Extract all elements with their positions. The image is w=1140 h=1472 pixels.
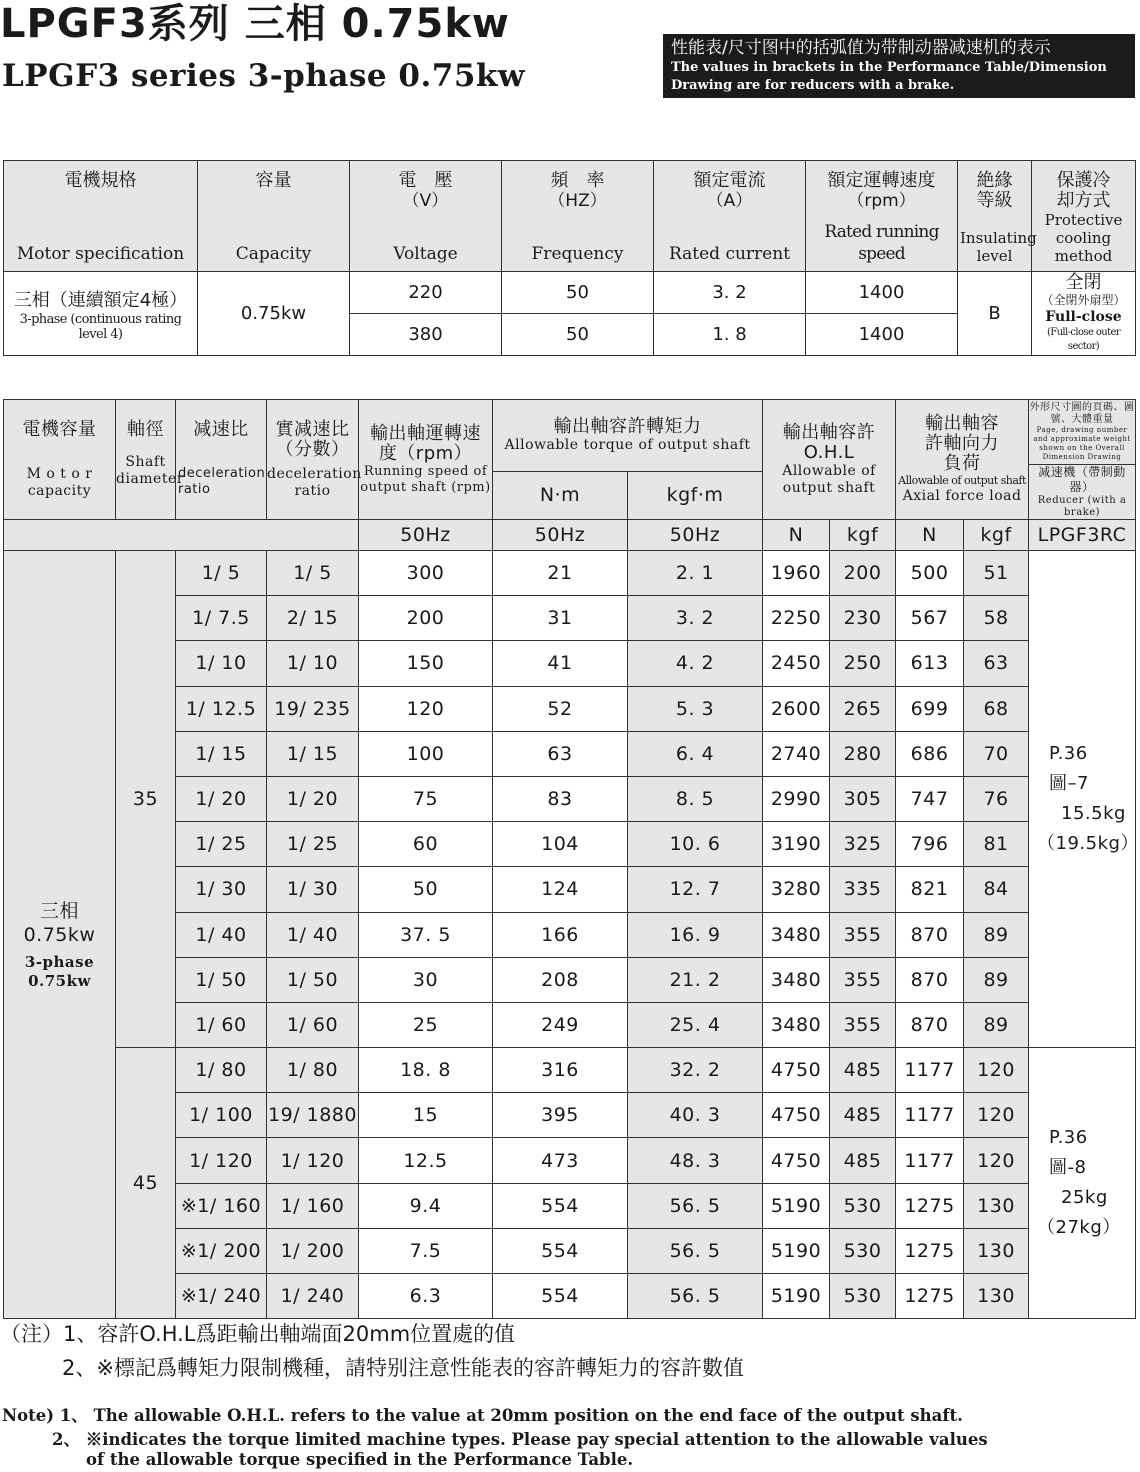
speed-cell: 9.4 <box>359 1183 493 1228</box>
torque-kgfm-cell: 10. 6 <box>628 822 763 867</box>
ohl-n-cell: 2990 <box>763 776 830 821</box>
voltage-header: 電 壓 （V） Voltage <box>350 161 502 272</box>
ohl-n-cell: 2250 <box>763 596 830 641</box>
current-header: 額定電流 （A） Rated current <box>654 161 806 272</box>
axial-kgf-cell: 51 <box>964 551 1029 596</box>
torque-kgfm-cell: 6. 4 <box>628 731 763 776</box>
spec-header-row <box>4 161 1136 272</box>
ratio-cell: 1/ 120 <box>176 1138 267 1183</box>
hz-label: 50Hz <box>493 520 628 551</box>
bracket-note-box <box>663 34 1135 98</box>
axial-kgf-cell: 89 <box>964 912 1029 957</box>
speed-header: 額定運轉速度 （rpm） Rated running speed <box>806 161 958 272</box>
torque-nm-cell: 124 <box>493 867 628 912</box>
model-label: LPGF3RC <box>1029 520 1136 551</box>
real-ratio-cell: 1/ 30 <box>267 867 359 912</box>
motor-spec-table <box>3 160 1136 356</box>
output-speed-header: 輸出軸運轉速度（rpm） Running speed of output shaft (rpm) <box>359 400 493 520</box>
ohl-n-cell: 4750 <box>763 1093 830 1138</box>
real-ratio-cell: 1/ 120 <box>267 1138 359 1183</box>
axial-n-cell: 686 <box>896 731 964 776</box>
torque-nm-cell: 63 <box>493 731 628 776</box>
axial-n-cell: 1177 <box>896 1138 964 1183</box>
performance-table <box>3 399 1139 1319</box>
torque-kgfm-cell: 56. 5 <box>628 1274 763 1319</box>
axial-n-cell: 870 <box>896 957 964 1002</box>
shaft-diameter-cell: 45 <box>116 1048 176 1319</box>
axial-kgf-cell: 68 <box>964 686 1029 731</box>
ohl-n-cell: 3280 <box>763 867 830 912</box>
axial-n-cell: 1275 <box>896 1183 964 1228</box>
torque-kgfm-cell: 8. 5 <box>628 776 763 821</box>
speed-cell: 6.3 <box>359 1274 493 1319</box>
ohl-kgf-cell: 265 <box>830 686 896 731</box>
unit-kgf-label: kgf <box>830 520 896 551</box>
axial-kgf-cell: 76 <box>964 776 1029 821</box>
axial-kgf-cell: 130 <box>964 1183 1029 1228</box>
torque-kgfm-cell: 2. 1 <box>628 551 763 596</box>
frequency-cell: 50 <box>502 272 654 314</box>
ohl-n-cell: 5190 <box>763 1183 830 1228</box>
axial-kgf-cell: 63 <box>964 641 1029 686</box>
torque-kgfm-cell: 16. 9 <box>628 912 763 957</box>
ratio-header: 减速比 deceleration ratio <box>176 400 267 520</box>
note-en-2: 2、 ※indicates the torque limited machine types. Please pay special attention to the allowable values <box>52 1430 988 1449</box>
note-en-1: Note) 1、 The allowable O.H.L. refers to the value at 20mm position on the end face of the output shaft. <box>2 1406 963 1425</box>
speed-cell: 37. 5 <box>359 912 493 957</box>
ohl-n-cell: 5190 <box>763 1274 830 1319</box>
speed-cell: 120 <box>359 686 493 731</box>
ohl-n-cell: 4750 <box>763 1138 830 1183</box>
axial-kgf-cell: 130 <box>964 1274 1029 1319</box>
ratio-cell: 1/ 30 <box>176 867 267 912</box>
ohl-kgf-cell: 530 <box>830 1274 896 1319</box>
table-row <box>4 551 1136 596</box>
speed-cell: 15 <box>359 1093 493 1138</box>
current-cell: 1. 8 <box>654 314 806 356</box>
hz-label: 50Hz <box>628 520 763 551</box>
speed-cell: 60 <box>359 822 493 867</box>
torque-kgfm-cell: 56. 5 <box>628 1228 763 1273</box>
voltage-cell: 380 <box>350 314 502 356</box>
axial-kgf-cell: 89 <box>964 1002 1029 1047</box>
torque-nm-cell: 41 <box>493 641 628 686</box>
real-ratio-cell: 1/ 240 <box>267 1274 359 1319</box>
ohl-kgf-cell: 230 <box>830 596 896 641</box>
insulation-cell: B <box>958 272 1032 356</box>
unit-kgf-label: kgf <box>964 520 1029 551</box>
axial-n-cell: 1275 <box>896 1274 964 1319</box>
ratio-cell: 1/ 5 <box>176 551 267 596</box>
motor-spec-cell: 三相（連續額定4極） 3-phase (continuous rating level 4) <box>4 272 198 356</box>
motor-capacity-cell: 三相 0.75kw 3-phase 0.75kw <box>4 551 116 1319</box>
ratio-cell: 1/ 80 <box>176 1048 267 1093</box>
torque-nm-cell: 104 <box>493 822 628 867</box>
dimension-ref-cell: P.36 圖–7 15.5kg （19.5kg） <box>1029 551 1136 1048</box>
ohl-kgf-cell: 335 <box>830 867 896 912</box>
axial-kgf-cell: 120 <box>964 1093 1029 1138</box>
torque-nm-cell: 316 <box>493 1048 628 1093</box>
motor-spec-header: 電機規格 Motor specification <box>4 161 198 272</box>
ohl-kgf-cell: 280 <box>830 731 896 776</box>
axial-kgf-cell: 120 <box>964 1138 1029 1183</box>
torque-header: 輸出軸容許轉矩力 Allowable torque of output shaft <box>493 400 763 472</box>
torque-nm-cell: 83 <box>493 776 628 821</box>
torque-kgfm-cell: 4. 2 <box>628 641 763 686</box>
dimension-header: 外形尺寸圖的頁碼、圖號、大體重量 Page, drawing number and approximate weight shown on the Overall Dimension Drawing 减速機（帶制動器） Reducer (with a brake) <box>1029 400 1136 520</box>
axial-kgf-cell: 89 <box>964 957 1029 1002</box>
torque-nm-cell: 52 <box>493 686 628 731</box>
torque-kgfm-cell: 40. 3 <box>628 1093 763 1138</box>
ohl-n-cell: 2600 <box>763 686 830 731</box>
motor-capacity-header: 電機容量 M o t o r capacity <box>4 400 116 520</box>
torque-nm-cell: 554 <box>493 1183 628 1228</box>
ohl-n-cell: 4750 <box>763 1048 830 1093</box>
axial-n-cell: 699 <box>896 686 964 731</box>
real-ratio-cell: 19/ 235 <box>267 686 359 731</box>
real-ratio-cell: 1/ 5 <box>267 551 359 596</box>
ohl-n-cell: 3480 <box>763 957 830 1002</box>
speed-cell: 1400 <box>806 314 958 356</box>
ohl-kgf-cell: 485 <box>830 1093 896 1138</box>
ohl-kgf-cell: 200 <box>830 551 896 596</box>
axial-n-cell: 747 <box>896 776 964 821</box>
real-ratio-cell: 2/ 15 <box>267 596 359 641</box>
speed-cell: 150 <box>359 641 493 686</box>
axial-n-cell: 796 <box>896 822 964 867</box>
page-title-en: LPGF3 series 3-phase 0.75kw <box>2 58 526 94</box>
ratio-cell: ※1/ 240 <box>176 1274 267 1319</box>
real-ratio-cell: 19/ 1880 <box>267 1093 359 1138</box>
ohl-n-cell: 3480 <box>763 1002 830 1047</box>
torque-kgfm-cell: 3. 2 <box>628 596 763 641</box>
shaft-diameter-header: 軸徑 Shaft diameter <box>116 400 176 520</box>
real-ratio-cell: 1/ 15 <box>267 731 359 776</box>
ratio-cell: 1/ 50 <box>176 957 267 1002</box>
axial-n-cell: 1177 <box>896 1093 964 1138</box>
axial-n-cell: 1275 <box>896 1228 964 1273</box>
speed-cell: 50 <box>359 867 493 912</box>
real-ratio-cell: 1/ 25 <box>267 822 359 867</box>
ratio-cell: 1/ 20 <box>176 776 267 821</box>
speed-cell: 1400 <box>806 272 958 314</box>
torque-nm-cell: 166 <box>493 912 628 957</box>
real-ratio-cell: 1/ 80 <box>267 1048 359 1093</box>
speed-cell: 12.5 <box>359 1138 493 1183</box>
torque-nm-cell: 31 <box>493 596 628 641</box>
axial-n-cell: 500 <box>896 551 964 596</box>
frequency-header: 頻 率 （HZ） Frequency <box>502 161 654 272</box>
axial-n-cell: 821 <box>896 867 964 912</box>
bracket-note-en-2: Drawing are for reducers with a brake. <box>671 78 955 93</box>
real-ratio-cell: 1/ 40 <box>267 912 359 957</box>
speed-cell: 100 <box>359 731 493 776</box>
voltage-cell: 220 <box>350 272 502 314</box>
torque-nm-cell: 554 <box>493 1274 628 1319</box>
axial-kgf-cell: 70 <box>964 731 1029 776</box>
axial-n-cell: 1177 <box>896 1048 964 1093</box>
real-ratio-cell: 1/ 10 <box>267 641 359 686</box>
axial-kgf-cell: 130 <box>964 1228 1029 1273</box>
cooling-cell: 全閉 （全閉外扇型） Full-close (Full-close outer sector) <box>1032 272 1136 356</box>
ohl-kgf-cell: 355 <box>830 957 896 1002</box>
ohl-header: 輸出軸容許O.H.L Allowable of output shaft <box>763 400 896 520</box>
axial-kgf-cell: 58 <box>964 596 1029 641</box>
note-cn-2: 2、※標記爲轉矩力限制機種，請特别注意性能表的容許轉矩力的容許數值 <box>62 1356 744 1380</box>
capacity-cell: 0.75kw <box>198 272 350 356</box>
bracket-note-cn: 性能表/尺寸图中的括弧值为带制动器减速机的表示 <box>671 38 1051 58</box>
ohl-kgf-cell: 485 <box>830 1048 896 1093</box>
dimension-ref-cell: P.36 圖-8 25kg （27kg） <box>1029 1048 1136 1319</box>
shaft-diameter-cell: 35 <box>116 551 176 1048</box>
ohl-kgf-cell: 355 <box>830 1002 896 1047</box>
ratio-cell: 1/ 40 <box>176 912 267 957</box>
ohl-n-cell: 5190 <box>763 1228 830 1273</box>
torque-kgfm-cell: 12. 7 <box>628 867 763 912</box>
header-spacer <box>4 520 359 551</box>
ratio-cell: 1/ 100 <box>176 1093 267 1138</box>
ratio-cell: 1/ 15 <box>176 731 267 776</box>
capacity-header: 容量 Capacity <box>198 161 350 272</box>
real-ratio-cell: 1/ 20 <box>267 776 359 821</box>
torque-kgfm-cell: 32. 2 <box>628 1048 763 1093</box>
torque-nm-cell: 395 <box>493 1093 628 1138</box>
axial-n-cell: 567 <box>896 596 964 641</box>
ohl-kgf-cell: 530 <box>830 1228 896 1273</box>
torque-kgfm-header: kgf·m <box>628 471 763 519</box>
ohl-kgf-cell: 355 <box>830 912 896 957</box>
axial-n-cell: 613 <box>896 641 964 686</box>
ohl-n-cell: 3190 <box>763 822 830 867</box>
ohl-kgf-cell: 325 <box>830 822 896 867</box>
torque-nm-header: N·m <box>493 471 628 519</box>
speed-cell: 7.5 <box>359 1228 493 1273</box>
ratio-cell: ※1/ 160 <box>176 1183 267 1228</box>
torque-nm-cell: 21 <box>493 551 628 596</box>
hz-label: 50Hz <box>359 520 493 551</box>
ohl-n-cell: 2740 <box>763 731 830 776</box>
torque-kgfm-cell: 21. 2 <box>628 957 763 1002</box>
note-cn-1: （注）1、容許O.H.L爲距輸出軸端面20mm位置處的值 <box>0 1322 516 1346</box>
torque-nm-cell: 208 <box>493 957 628 1002</box>
real-ratio-cell: 1/ 200 <box>267 1228 359 1273</box>
axial-kgf-cell: 81 <box>964 822 1029 867</box>
speed-cell: 200 <box>359 596 493 641</box>
speed-cell: 18. 8 <box>359 1048 493 1093</box>
ohl-kgf-cell: 305 <box>830 776 896 821</box>
ohl-n-cell: 3480 <box>763 912 830 957</box>
speed-cell: 25 <box>359 1002 493 1047</box>
note-en-3: of the allowable torque specified in the Performance Table. <box>86 1450 634 1469</box>
insulation-header: 絶緣等級 Insulating level <box>958 161 1032 272</box>
real-ratio-cell: 1/ 160 <box>267 1183 359 1228</box>
axial-kgf-cell: 120 <box>964 1048 1029 1093</box>
ratio-cell: 1/ 10 <box>176 641 267 686</box>
ratio-cell: 1/ 25 <box>176 822 267 867</box>
unit-n-label: N <box>763 520 830 551</box>
speed-cell: 75 <box>359 776 493 821</box>
bracket-note-en-1: The values in brackets in the Performance Table/Dimension <box>671 60 1107 75</box>
torque-nm-cell: 249 <box>493 1002 628 1047</box>
real-ratio-header: 實减速比（分數） deceleration ratio <box>267 400 359 520</box>
ratio-cell: 1/ 7.5 <box>176 596 267 641</box>
ohl-kgf-cell: 530 <box>830 1183 896 1228</box>
ohl-n-cell: 1960 <box>763 551 830 596</box>
speed-cell: 300 <box>359 551 493 596</box>
ratio-cell: ※1/ 200 <box>176 1228 267 1273</box>
frequency-cell: 50 <box>502 314 654 356</box>
ratio-cell: 1/ 60 <box>176 1002 267 1047</box>
torque-nm-cell: 473 <box>493 1138 628 1183</box>
axial-n-cell: 870 <box>896 912 964 957</box>
torque-kgfm-cell: 25. 4 <box>628 1002 763 1047</box>
axial-kgf-cell: 84 <box>964 867 1029 912</box>
table-row <box>4 1048 1136 1093</box>
page-title-cn: LPGF3系列 三相 0.75kw <box>0 1 510 47</box>
cooling-header: 保護冷却方式 Protective cooling method <box>1032 161 1136 272</box>
real-ratio-cell: 1/ 50 <box>267 957 359 1002</box>
speed-cell: 30 <box>359 957 493 1002</box>
ratio-cell: 1/ 12.5 <box>176 686 267 731</box>
axial-load-header: 輸出軸容許軸向力負荷 Allowable of output shaft Axial force load <box>896 400 1029 520</box>
torque-kgfm-cell: 48. 3 <box>628 1138 763 1183</box>
current-cell: 3. 2 <box>654 272 806 314</box>
torque-nm-cell: 554 <box>493 1228 628 1273</box>
ohl-kgf-cell: 485 <box>830 1138 896 1183</box>
ohl-n-cell: 2450 <box>763 641 830 686</box>
real-ratio-cell: 1/ 60 <box>267 1002 359 1047</box>
torque-kgfm-cell: 5. 3 <box>628 686 763 731</box>
ohl-kgf-cell: 250 <box>830 641 896 686</box>
unit-n-label: N <box>896 520 964 551</box>
axial-n-cell: 870 <box>896 1002 964 1047</box>
torque-kgfm-cell: 56. 5 <box>628 1183 763 1228</box>
